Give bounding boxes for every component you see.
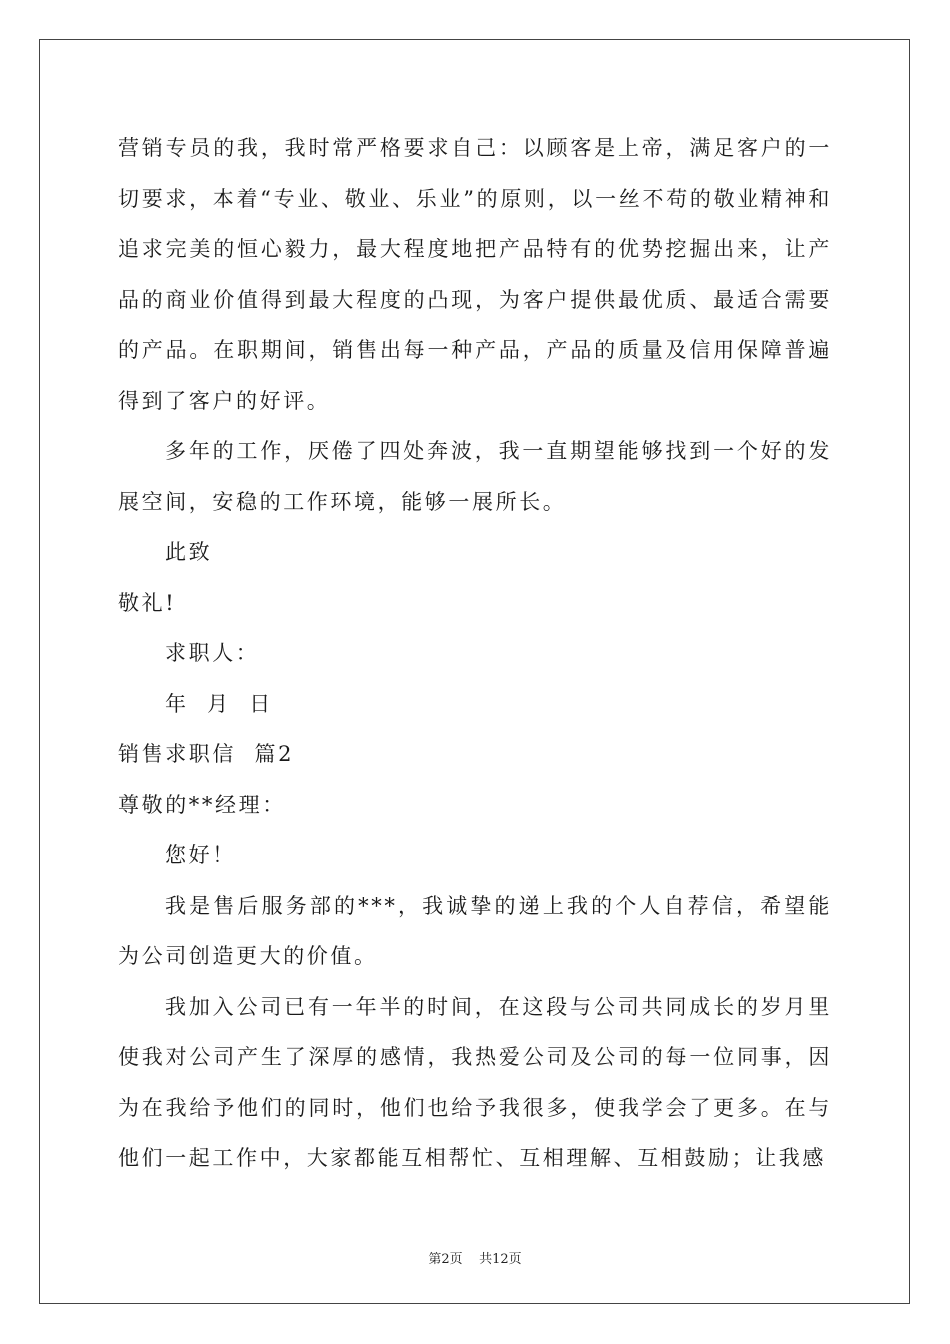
paragraph: 营销专员的我，我时常严格要求自己：以顾客是上帝，满足客户的一切要求，本着“专业、敬业、乐业”的原则，以一丝不苟的敬业精神和追求完美的恒心毅力，最大程度地把产品特有的优势挖掘出来，让产品的商业价值得到最大程度的凸现，为客户提供最优质、最适合需要的产品。在职期间，销售出每一种产品，产品的质量及信用保障普遍得到了客户的好评。 bbox=[118, 136, 832, 413]
closing-salutation: 此致 bbox=[165, 540, 213, 564]
page-total: 共12页 bbox=[479, 1252, 522, 1267]
paragraph: 多年的工作，厌倦了四处奔波，我一直期望能够找到一个好的发展空间，安稳的工作环境，能够一展所长。 bbox=[118, 439, 832, 514]
greeting: 您好！ bbox=[165, 843, 236, 867]
closing-respect: 敬礼! bbox=[118, 590, 177, 615]
greeting-recipient: 尊敬的**经理： bbox=[118, 792, 286, 817]
signature-applicant: 求职人： bbox=[165, 641, 260, 665]
paragraph: 我是售后服务部的***，我诚挚的递上我的个人自荐信，希望能为公司创造更大的价值。 bbox=[118, 893, 832, 968]
page-number: 第2页 bbox=[428, 1252, 463, 1267]
page-footer bbox=[0, 1248, 950, 1267]
signature-date: 年 月 日 bbox=[165, 691, 273, 716]
section-title: 销售求职信 篇2 bbox=[118, 742, 295, 766]
paragraph: 我加入公司已有一年半的时间，在这段与公司共同成长的岁月里使我对公司产生了深厚的感情，我热爱公司及公司的每一位同事，因为在我给予他们的同时，他们也给予我很多，使我学会了更多。在与他们一起工作中，大家都能互相帮忙、互相理解、互相鼓励；让我感 bbox=[118, 994, 832, 1170]
document-body bbox=[118, 123, 832, 1184]
